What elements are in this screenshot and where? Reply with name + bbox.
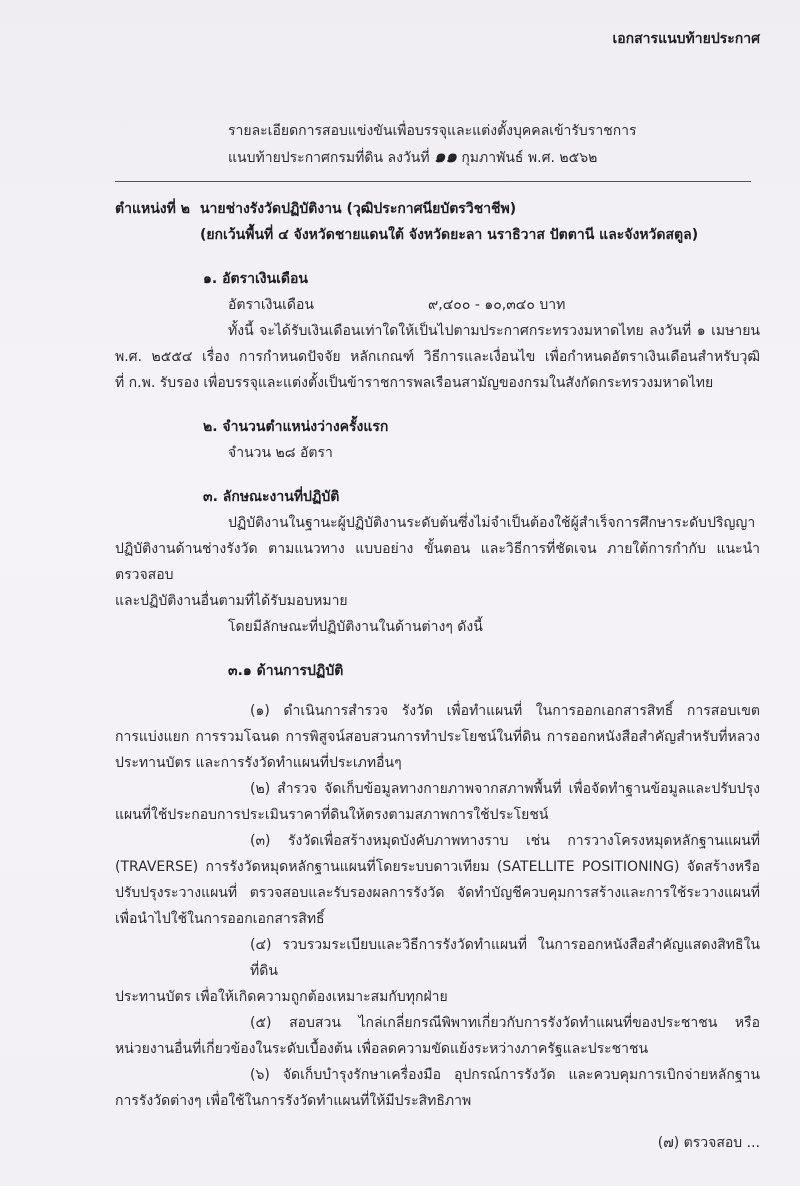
title-prefix: แนบท้ายประกาศกรมที่ดิน ลงวันที่ xyxy=(228,150,435,166)
duty-item-line: เพื่อนำไปใช้ในการออกเอกสารสิทธิ์ xyxy=(115,911,325,927)
salary-heading: ๑. อัตราเงินเดือน xyxy=(203,271,309,287)
duty-items xyxy=(115,698,760,1114)
duty-item-line: ประทานบัตร เพื่อให้เกิดความถูกต้องเหมาะสมกับทุกฝ่าย xyxy=(115,989,448,1005)
salary-para-line: ทั้งนี้ จะได้รับเงินเดือนเท่าใดให้เป็นไปตามประกาศกระทรวงมหาดไทย ลงวันที่ ๑ เมษายน xyxy=(228,323,760,339)
position-label: ตำแหน่งที่ ๒ xyxy=(115,201,190,217)
salary-row xyxy=(115,292,760,318)
vacancy-count: จำนวน ๒๘ อัตรา xyxy=(228,445,333,461)
title-suffix: กุมภาพันธ์ พ.ศ. ๒๕๖๒ xyxy=(456,150,598,166)
duty-item-start: (๒) สำรวจ จัดเก็บข้อมูลทางกายภาพจากสภาพพื้นที่ เพื่อจัดทำฐานข้อมูลและปรับปรุง xyxy=(250,781,760,797)
duty-item-start: (๔) รวบรวมระเบียบและวิธีการรังวัดทำแผนที่ ในการออกหนังสือสำคัญแสดงสิทธิในที่ดิน xyxy=(250,937,760,979)
salary-para-line: พ.ศ. ๒๕๕๔ เรื่อง การกำหนดปัจจัย หลักเกณฑ์ วิธีการและเงื่อนไข เพื่อกำหนดอัตราเงินเดือนสำหรับวุฒิ xyxy=(115,349,760,365)
document-title-line1: รายละเอียดการสอบแข่งขันเพื่อบรรจุและแต่งตั้งบุคคลเข้ารับราชการ xyxy=(228,123,637,139)
position-note: (ยกเว้นพื้นที่ ๔ จังหวัดชายแดนใต้ จังหวัดยะลา นราธิวาส ปัตตานี และจังหวัดสตูล) xyxy=(199,227,699,243)
duties-para-line: และปฏิบัติงานอื่นตามที่ได้รับมอบหมาย xyxy=(115,593,348,609)
duty-item-start: (๕) สอบสวน ไกล่เกลี่ยกรณีพิพาทเกี่ยวกับการรังวัดทำแผนที่ของประชาชน หรือ xyxy=(250,1015,760,1031)
duties-para-line: ปฏิบัติงานด้านช่างรังวัด ตามแนวทาง แบบอย่าง ขั้นตอน และวิธีการที่ชัดเจน ภายใต้การกำกับ แนะนำ ตรวจสอบ xyxy=(115,541,760,583)
duty-item-line: (TRAVERSE) การรังวัดหมุดหลักฐานแผนที่โดยระบบดาวเทียม (SATELLITE POSITIONING) จัดสร้างหรือ xyxy=(115,859,760,875)
duties-para-line: โดยมีลักษณะที่ปฏิบัติงานในด้านต่างๆ ดังนี้ xyxy=(228,619,483,635)
duty-item-line: แผนที่ใช้ประกอบการประเมินราคาที่ดินให้ตรงตามสภาพการใช้ประโยชน์ xyxy=(115,807,549,823)
salary-label: อัตราเงินเดือน xyxy=(228,297,314,313)
document-title-line2 xyxy=(115,144,760,171)
duties-heading: ๓. ลักษณะงานที่ปฏิบัติ xyxy=(203,489,340,505)
duty-item-start: (๑) ดำเนินการสำรวจ รังวัด เพื่อทำแผนที่ ในการออกเอกสารสิทธิ์ การสอบเขต xyxy=(250,703,760,719)
duty-item-line: ปรับปรุงระวางแผนที่ ตรวจสอบและรับรองผลการรังวัด จัดทำบัญชีควบคุมการสร้างและการใช้ระวางแผนที่ xyxy=(115,885,760,901)
duty-item-line: ประทานบัตร และการรังวัดทำแผนที่ประเภทอื่นๆ xyxy=(115,755,402,771)
salary-value: ๙,๔๐๐ - ๑๐,๓๔๐ บาท xyxy=(428,297,566,313)
salary-para-line: ที่ ก.พ. รับรอง เพื่อบรรจุและแต่งตั้งเป็นข้าราชการพลเรือนสามัญของกรมในสังกัดกระทรวงมหาดไทย xyxy=(115,375,714,391)
duty-item-line: การแบ่งแยก การรวมโฉนด การพิสูจน์สอบสวนการทำประโยชน์ในที่ดิน การออกหนังสือสำคัญสำหรับที่หลวง xyxy=(115,729,760,745)
header-divider xyxy=(115,181,751,182)
vacancy-heading: ๒. จำนวนตำแหน่งว่างครั้งแรก xyxy=(203,419,389,435)
handwritten-day: ๑๑ xyxy=(434,146,457,167)
duties-sub-heading: ๓.๑ ด้านการปฏิบัติ xyxy=(228,663,344,679)
document-header-label: เอกสารแนบท้ายประกาศ xyxy=(612,31,760,47)
duty-item-start: (๖) จัดเก็บบำรุงรักษาเครื่องมือ อุปกรณ์การรังวัด และควบคุมการเบิกจ่ายหลักฐาน xyxy=(250,1067,760,1083)
duty-item-line: หน่วยงานอื่นที่เกี่ยวข้องในระดับเบื้องต้น เพื่อลดความขัดแย้งระหว่างภาครัฐและประชาชน xyxy=(115,1041,649,1057)
position-title: นายช่างรังวัดปฏิบัติงาน (วุฒิประกาศนียบัตรวิชาชีพ) xyxy=(199,201,517,217)
duty-item-start: (๓) รังวัดเพื่อสร้างหมุดบังคับภาพทางราบ เช่น การวางโครงหมุดหลักฐานแผนที่ xyxy=(250,833,760,849)
position-block xyxy=(115,196,760,248)
continuation-note: (๗) ตรวจสอบ ... xyxy=(657,1135,760,1151)
duties-para-line: ปฏิบัติงานในฐานะผู้ปฏิบัติงานระดับต้นซึ่งไม่จำเป็นต้องใช้ผู้สำเร็จการศึกษาระดับปริญญา xyxy=(228,515,756,531)
duty-item-line: การรังวัดต่างๆ เพื่อใช้ในการรังวัดทำแผนที่ให้มีประสิทธิภาพ xyxy=(115,1093,472,1109)
